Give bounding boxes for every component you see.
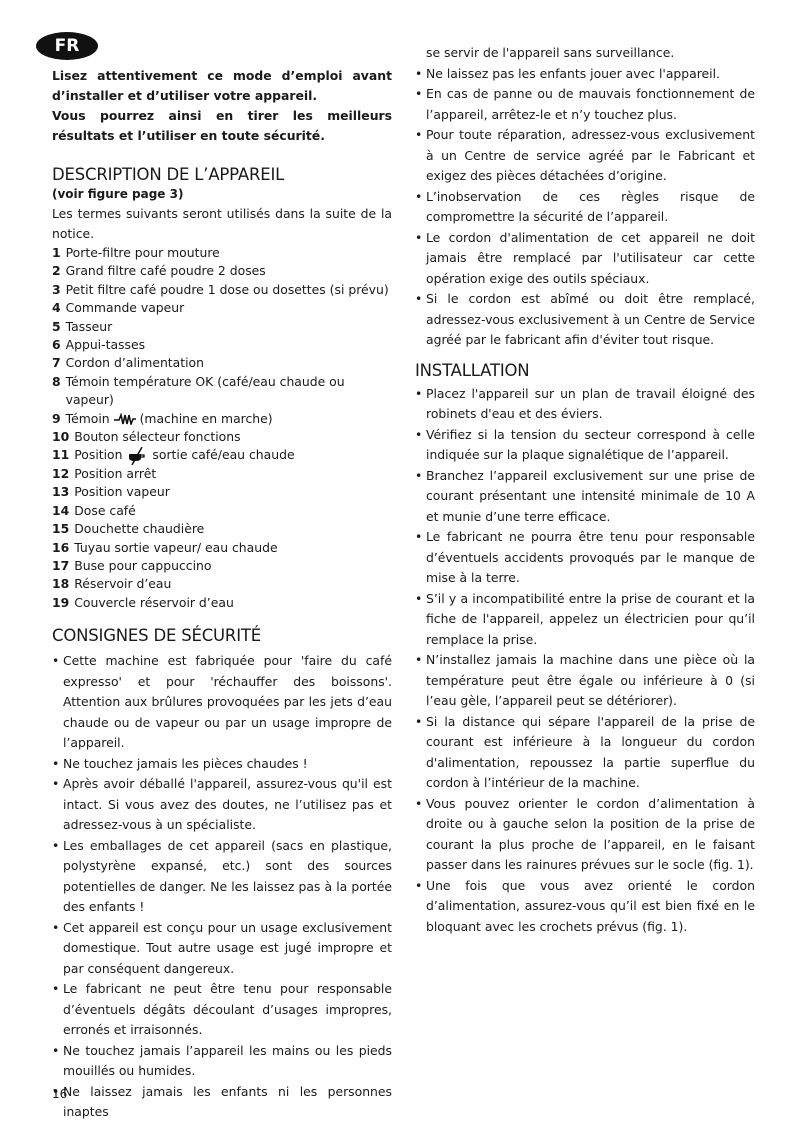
- parts-list-item: [52, 354, 392, 372]
- item-label: Porte-filtre pour mouture: [65, 245, 220, 260]
- parts-list-item: [52, 262, 392, 280]
- parts-list-item: [52, 594, 392, 612]
- parts-list-item: [52, 557, 392, 575]
- list-item: • En cas de panne ou de mauvais fonctionnement de l’appareil, arrêtez-le et n’y touchez plus.: [415, 84, 755, 125]
- item-number: 6: [52, 337, 61, 353]
- item-label: Petit filtre café poudre 1 dose ou dosettes (si prévu): [65, 281, 389, 297]
- item-label: Position arrêt: [74, 465, 157, 481]
- list-item: • Vous pouvez orienter le cordon d’alimentation à droite ou à gauche selon la position de la prise de courant la plus proche de l’appareil, en le faisant passer dans les rainures prévues sur le socle (fig. 1).: [415, 794, 755, 876]
- safety-list-continued: [415, 43, 755, 351]
- item-label: Position: [74, 447, 123, 463]
- description-lead: Les termes suivants seront utilisés dans la suite de la notice.: [52, 206, 392, 241]
- list-item: • Si le cordon est abîmé ou doit être remplacé, adressez-vous exclusivement à un Centre de Service agréé par le fabricant afin d'éviter tout risque.: [415, 289, 755, 351]
- item-label: Grand filtre café poudre 2 doses: [65, 263, 266, 279]
- item-number: 2: [52, 263, 61, 279]
- intro-paragraph: Vous pourrez ainsi en tirer les meilleurs résultats et l’utiliser en toute sécurité.: [52, 108, 392, 143]
- list-item: • Ne touchez jamais l’appareil les mains ou les pieds mouillés ou humides.: [52, 1041, 392, 1082]
- right-column: [415, 43, 755, 937]
- installation-list: [415, 384, 755, 938]
- item-number: 16: [52, 539, 70, 555]
- item-number: 9: [52, 410, 61, 426]
- item-number: 5: [52, 318, 61, 334]
- list-item: • Les emballages de cet appareil (sacs en plastique, polystyrène expansé, etc.) sont des sources potentielles de danger. Ne les laissez pas à la portée des enfants !: [52, 836, 392, 918]
- list-item: • Si la distance qui sépare l'appareil de la prise de courant est inférieure à la longueur du cordon d'alimentation, repoussez la partie superflue du cordon à l’intérieur de la machine.: [415, 712, 755, 794]
- list-item: • Après avoir déballé l'appareil, assurez-vous qu'il est intact. Si vous avez des doutes, ne l’utilisez pas et adressez-vous à un spécialiste.: [52, 774, 392, 836]
- item-label: Position vapeur: [74, 484, 170, 500]
- parts-list-item: [52, 428, 392, 446]
- item-label: Douchette chaudière: [74, 521, 205, 537]
- parts-list-item: [52, 244, 392, 262]
- page-number: 16: [52, 1087, 68, 1101]
- coffee-cup-icon: [126, 447, 148, 462]
- item-number: 13: [52, 484, 70, 500]
- item-number: 17: [52, 558, 70, 573]
- item-number: 11: [52, 447, 70, 463]
- parts-list-item: [52, 483, 392, 501]
- list-item: • Branchez l’appareil exclusivement sur une prise de courant présentant une intensité minimale de 10 A et munie d’une terre efficace.: [415, 466, 755, 528]
- list-item: • Le cordon d'alimentation de cet appareil ne doit jamais être remplacé par l'utilisateur car cette opération exige des outils spéciaux.: [415, 228, 755, 290]
- parts-list-item: [52, 575, 392, 593]
- item-label: Commande vapeur: [65, 300, 185, 316]
- item-label: Buse pour cappuccino: [74, 558, 212, 573]
- item-label: Dose café: [74, 502, 136, 518]
- list-item: • L’inobservation de ces règles risque de compromettre la sécurité de l’appareil.: [415, 187, 755, 228]
- list-item: se servir de l'appareil sans surveillance.: [426, 45, 675, 60]
- section-title-installation: INSTALLATION: [415, 360, 530, 380]
- item-label: Réservoir d’eau: [74, 576, 172, 592]
- item-number: 14: [52, 502, 70, 518]
- left-column: [52, 66, 392, 1123]
- item-number: 3: [52, 281, 61, 297]
- list-item: • Le fabricant ne peut être tenu pour responsable d’éventuels dégâts découlant d’usages impropres, erronés et irraisonnés.: [52, 979, 392, 1041]
- section-title-description: DESCRIPTION DE L’APPAREIL: [52, 165, 285, 184]
- parts-list-item: [52, 539, 392, 557]
- section-title-safety: CONSIGNES DE SÉCURITÉ: [52, 626, 261, 646]
- list-item: • Cette machine est fabriquée pour 'faire du café expresso' et pour 'réchauffer des boissons'. Attention aux brûlures provoquées par les jets d’eau chaude ou de vapeur ou par un usage impropre de l’appareil.: [52, 651, 392, 754]
- parts-list-item: [52, 520, 392, 538]
- item-label: Témoin température OK (café/eau chaude ou vapeur): [65, 373, 345, 408]
- list-item: • Vérifiez si la tension du secteur correspond à celle indiquée sur la plaque signalétique de l’appareil.: [415, 425, 755, 466]
- parts-list: [52, 244, 392, 612]
- parts-list-item: [52, 502, 392, 520]
- language-badge: FR: [36, 32, 98, 60]
- item-number: 18: [52, 576, 70, 592]
- item-number: 8: [52, 373, 61, 389]
- item-number: 10: [52, 429, 70, 445]
- intro: [52, 66, 392, 146]
- parts-list-item: [52, 373, 392, 410]
- intro-paragraph: Lisez attentivement ce mode d’emploi avant d’installer et d’utiliser votre appareil.: [52, 68, 392, 103]
- item-label: Cordon d’alimentation: [65, 355, 204, 371]
- item-number: 4: [52, 300, 61, 316]
- parts-list-item: [52, 336, 392, 354]
- list-item: • Ne touchez jamais les pièces chaudes !: [52, 754, 392, 775]
- item-number: 1: [52, 245, 61, 260]
- list-item: • S’il y a incompatibilité entre la prise de courant et la fiche de l'appareil, appelez un électricien pour qu’il remplace la prise.: [415, 589, 755, 651]
- list-item: • Pour toute réparation, adressez-vous exclusivement à un Centre de service agréé par le Fabricant et exigez des pièces détachées d’origine.: [415, 125, 755, 187]
- parts-list-item: [52, 299, 392, 317]
- list-item: • Placez l'appareil sur un plan de travail éloigné des robinets d'eau et des éviers.: [415, 384, 755, 425]
- item-label: Tuyau sortie vapeur/ eau chaude: [74, 539, 278, 555]
- item-number: 12: [52, 465, 70, 481]
- heating-resistor-icon: [114, 411, 136, 426]
- safety-list: [52, 651, 392, 1123]
- item-label: Appui-tasses: [65, 337, 146, 353]
- item-label: sortie café/eau chaude: [152, 447, 295, 463]
- item-label: Témoin: [65, 410, 110, 426]
- item-label: Bouton sélecteur fonctions: [74, 429, 241, 445]
- list-item: • N’installez jamais la machine dans une pièce où la température peut être égale ou inférieure à 0 (si l’eau gèle, l’appareil peut se détériorer).: [415, 650, 755, 712]
- parts-list-item: [52, 410, 392, 428]
- list-item: • Le fabricant ne pourra être tenu pour responsable d’éventuels accidents provoqués par le manque de mise à la terre.: [415, 527, 755, 589]
- item-label: (machine en marche): [139, 410, 273, 426]
- parts-list-item: [52, 446, 392, 465]
- list-item: • Cet appareil est conçu pour un usage exclusivement domestique. Tout autre usage est jugé impropre et par conséquent dangereux.: [52, 918, 392, 980]
- parts-list-item: [52, 281, 392, 299]
- list-item: • Une fois que vous avez orienté le cordon d’alimentation, assurez-vous qu’il est bien fixé en le bloquant avec les crochets prévus (fig. 1).: [415, 876, 755, 938]
- item-label: Couvercle réservoir d’eau: [74, 594, 234, 610]
- figure-reference: (voir figure page 3): [52, 187, 184, 201]
- list-item: • Ne laissez pas les enfants jouer avec l'appareil.: [415, 64, 755, 85]
- parts-list-item: [52, 318, 392, 336]
- item-number: 7: [52, 355, 61, 371]
- item-number: 15: [52, 521, 70, 537]
- parts-list-item: [52, 465, 392, 483]
- list-item: • Ne laissez jamais les enfants ni les personnes inaptes: [52, 1082, 392, 1123]
- item-number: 19: [52, 594, 70, 610]
- item-label: Tasseur: [65, 318, 113, 334]
